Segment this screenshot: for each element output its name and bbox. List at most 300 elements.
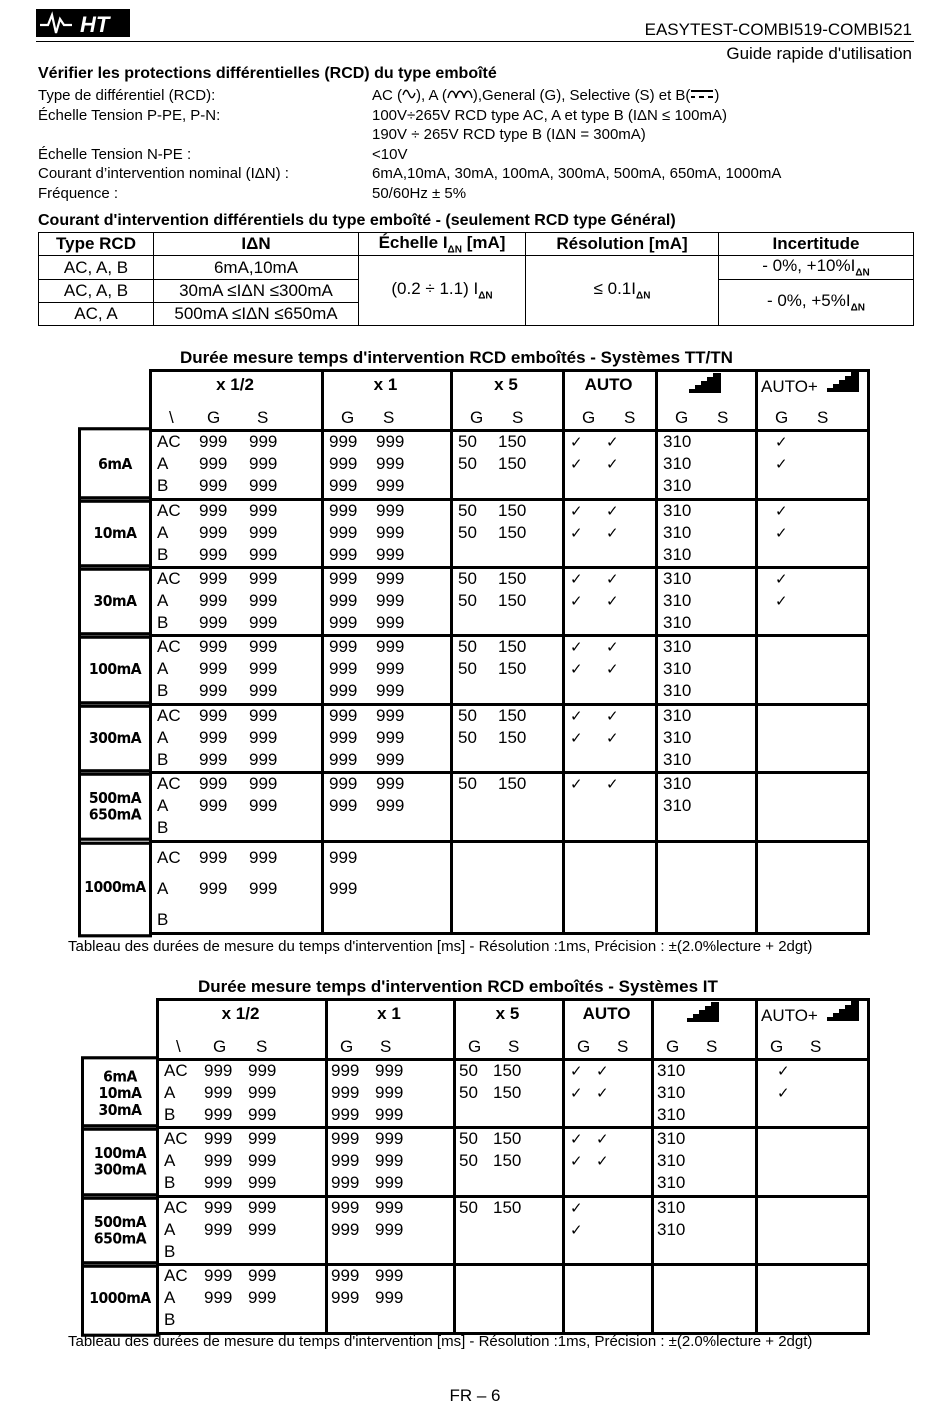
rcd-type: AC (157, 569, 181, 588)
value-x5-s: 150 (498, 432, 527, 451)
current-label (78, 496, 152, 571)
subheader-g: G (675, 408, 689, 427)
check-icon: ✓ (606, 524, 619, 542)
ramp-test-icon (685, 1001, 721, 1027)
spec-value: 50/60Hz ± 5% (372, 184, 467, 202)
value-half-g: 999 (204, 1173, 233, 1192)
value-half-s: 999 (248, 1220, 277, 1239)
ac-wave-icon (402, 86, 416, 106)
value-half-g: 999 (204, 1151, 233, 1170)
dc-symbol-icon (690, 86, 714, 106)
value-half-g: 999 (204, 1083, 233, 1102)
value-half-s: 999 (249, 454, 278, 473)
check-icon: ✓ (775, 502, 788, 520)
value-x1-s: 999 (376, 545, 405, 564)
spec-row (38, 106, 918, 126)
spec-row (38, 125, 918, 145)
spec-value-part: ),General (G), Selective (S) et B( (472, 87, 691, 104)
spec-value: 6mA,10mA, 30mA, 100mA, 300mA, 500mA, 650mA, 1000mA (372, 165, 782, 183)
table-cell: ≤ $0.1I_{\Delta N}$ (526, 256, 719, 325)
value-half-g: 999 (199, 523, 228, 542)
spec-value (372, 86, 918, 106)
header-rule (36, 41, 914, 42)
rcd-type: B (164, 1173, 176, 1192)
value-x1-g: 999 (331, 1083, 360, 1102)
value-ramp: 310 (663, 545, 692, 564)
data-cell (755, 1126, 870, 1198)
value-x1-g: 999 (329, 523, 358, 542)
check-icon: ✓ (606, 455, 619, 473)
value-ramp: 310 (663, 796, 692, 815)
data-cell (755, 1058, 870, 1129)
current-label-text: 650mA (88, 807, 142, 824)
check-icon: ✓ (570, 455, 583, 473)
value-half-g: 999 (204, 1288, 233, 1307)
value-x5-g: 50 (458, 774, 477, 793)
subscript-delta-n: ΔN (636, 290, 651, 302)
spec-row (38, 184, 918, 204)
value-half-g: 999 (199, 706, 228, 725)
data-cell (450, 840, 565, 935)
spec-label: Fréquence : (38, 184, 119, 202)
value-x1-g: 999 (329, 545, 358, 564)
spec-value: 100V÷265V RCD type AC, A et type B (IΔN ≤ 100mA) (372, 106, 727, 124)
subheader-g: G (775, 408, 789, 427)
check-icon: ✓ (606, 660, 619, 678)
value-x5-s: 150 (498, 659, 527, 678)
table-cell: (0.2 ÷ 1.1) $I_{\Delta N}$ (359, 256, 526, 325)
value-half-s: 999 (249, 545, 278, 564)
check-icon: ✓ (570, 502, 583, 520)
value-x1-g: 999 (329, 659, 358, 678)
subheader-s: S (380, 1037, 392, 1056)
subheader-g: G (770, 1037, 784, 1056)
value-x5-g: 50 (458, 432, 477, 451)
value-half-s: 999 (249, 523, 278, 542)
data-cell (453, 1263, 565, 1335)
value-half-s: 999 (248, 1198, 277, 1217)
value-half-g: 999 (199, 501, 228, 520)
spec-list (38, 86, 918, 204)
value-ramp: 310 (663, 523, 692, 542)
value-x1-s: 999 (376, 501, 405, 520)
check-icon: ✓ (606, 638, 619, 656)
value-ramp: 310 (663, 591, 692, 610)
table-cell: 6mA,10mA (154, 256, 359, 279)
data-cell (755, 1195, 870, 1266)
value-half-g: 999 (199, 879, 228, 898)
value-ramp: 310 (657, 1220, 686, 1239)
current-label-text: 500mA (93, 1213, 147, 1231)
check-icon: ✓ (570, 707, 583, 725)
auto-plus-ramp-icon (825, 1000, 861, 1026)
value-x5-s: 150 (498, 523, 527, 542)
subheader-s: S (817, 408, 829, 427)
subheader-s: S (810, 1037, 822, 1056)
value-x1-g: 999 (331, 1220, 360, 1239)
rcd-type: AC (157, 706, 181, 725)
value-ramp: 310 (663, 750, 692, 769)
value-x1-g: 999 (331, 1198, 360, 1217)
spec-value-part: AC ( (372, 87, 402, 104)
check-icon: ✓ (570, 524, 583, 542)
section-title-trip-current: Courant d'intervention différentiels du type emboîté - (seulement RCD type Général) (38, 212, 676, 229)
current-label (78, 769, 152, 845)
value-x1-g: 999 (331, 1105, 360, 1124)
value-ramp: 310 (657, 1173, 686, 1192)
value-x1-s: 999 (376, 750, 405, 769)
table-cell: AC, A, B (39, 256, 154, 279)
rcd-type: A (164, 1151, 176, 1170)
check-icon: ✓ (570, 660, 583, 678)
value-x1-g: 999 (329, 476, 358, 495)
check-icon: ✓ (775, 524, 788, 542)
current-label-text: 1000mA (89, 1290, 151, 1308)
check-icon: ✓ (596, 1130, 609, 1148)
rcd-type: B (157, 476, 169, 495)
value-half-g: 999 (199, 432, 228, 451)
value-ramp: 310 (663, 728, 692, 747)
spec-label: Échelle Tension P-PE, P-N: (38, 106, 221, 124)
rcd-type: B (164, 1242, 176, 1261)
table-row (39, 256, 914, 279)
current-label-text: 10mA (93, 525, 137, 542)
value-x1-g: 999 (329, 848, 358, 867)
value-x5-g: 50 (458, 659, 477, 678)
check-icon: ✓ (777, 1062, 790, 1080)
value-half-s: 999 (248, 1151, 277, 1170)
check-icon: ✓ (596, 1062, 609, 1080)
value-ramp: 310 (663, 706, 692, 725)
spec-row (38, 145, 918, 165)
value-x1-g: 999 (329, 569, 358, 588)
rcd-type: A (157, 454, 169, 473)
value-x1-g: 999 (329, 454, 358, 473)
spec-value-part: ), A ( (416, 87, 447, 104)
check-icon: ✓ (596, 1084, 609, 1102)
rcd-type: AC (164, 1198, 188, 1217)
rcd-type: B (157, 681, 169, 700)
spec-label (38, 125, 372, 145)
ramp-test-icon (687, 372, 723, 398)
value-half-s: 999 (249, 476, 278, 495)
check-icon: ✓ (606, 592, 619, 610)
check-icon: ✓ (570, 1221, 583, 1239)
value-ramp: 310 (663, 476, 692, 495)
value-x5-s: 150 (498, 774, 527, 793)
check-icon: ✓ (570, 638, 583, 656)
value-x1-g: 999 (329, 796, 358, 815)
value-x1-g: 999 (331, 1173, 360, 1192)
value-x1-g: 999 (329, 501, 358, 520)
value-x1-s: 999 (375, 1220, 404, 1239)
value-half-s: 999 (249, 637, 278, 656)
it-footnote: Tableau des durées de mesure du temps d'intervention [ms] - Résolution :1ms, Précision : ±(2.0%lecture + 2dgt) (68, 1333, 813, 1350)
table-cell: - 0%, $+5\%I_{\Delta N}$ (719, 279, 914, 325)
subheader-backslash: \ (169, 408, 174, 427)
value-x5-g: 50 (458, 569, 477, 588)
trip-current-table (38, 232, 914, 326)
rcd-type: A (164, 1288, 176, 1307)
rcd-type: B (164, 1105, 176, 1124)
value-x5-g: 50 (458, 728, 477, 747)
subheader-s: S (717, 408, 729, 427)
subheader-g: G (577, 1037, 591, 1056)
value-half-s: 999 (248, 1173, 277, 1192)
value-x5-g: 50 (459, 1129, 478, 1148)
value-x5-g: 50 (459, 1061, 478, 1080)
value-x5-g: 50 (458, 706, 477, 725)
spec-value: <10V (372, 145, 408, 163)
value-x1-g: 999 (331, 1288, 360, 1307)
value-x5-g: 50 (458, 501, 477, 520)
subheader-g: G (340, 1037, 354, 1056)
value-ramp: 310 (663, 432, 692, 451)
check-icon: ✓ (570, 1084, 583, 1102)
value-x1-s: 999 (376, 523, 405, 542)
value-ramp: 310 (663, 501, 692, 520)
subheader-s: S (256, 1037, 268, 1056)
value-x1-s: 999 (376, 476, 405, 495)
value-x1-s: 999 (376, 454, 405, 473)
subheader-backslash: \ (176, 1037, 181, 1056)
subheader-g: G (341, 408, 355, 427)
column-header: AUTO+ (761, 1006, 818, 1025)
value-ramp: 310 (663, 681, 692, 700)
data-cell (562, 1263, 654, 1335)
value-x1-s: 999 (376, 432, 405, 451)
rcd-type: A (164, 1220, 176, 1239)
value-x5-s: 150 (493, 1061, 522, 1080)
value-half-s: 999 (248, 1288, 277, 1307)
column-header: Échelle $I_{\Delta N}$ [mA] (359, 233, 526, 256)
current-label (78, 838, 152, 938)
value-x1-s: 999 (376, 613, 405, 632)
value-x5-g: 50 (459, 1198, 478, 1217)
rcd-type: AC (164, 1266, 188, 1285)
value-x1-g: 999 (331, 1129, 360, 1148)
rcd-type: B (164, 1310, 176, 1329)
data-cell (755, 634, 870, 706)
value-x1-g: 999 (329, 591, 358, 610)
rcd-type: A (164, 1083, 176, 1102)
data-cell (755, 498, 870, 569)
value-half-g: 999 (199, 569, 228, 588)
column-header: IΔN (154, 233, 359, 256)
pulsating-wave-icon (447, 86, 473, 106)
value-x1-s: 999 (376, 706, 405, 725)
value-x1-g: 999 (331, 1061, 360, 1080)
check-icon: ✓ (775, 570, 788, 588)
value-half-s: 999 (249, 501, 278, 520)
value-x1-g: 999 (329, 637, 358, 656)
value-half-g: 999 (199, 848, 228, 867)
data-cell (755, 566, 870, 637)
spec-label: Type de différentiel (RCD): (38, 87, 216, 104)
column-header: Incertitude (719, 233, 914, 256)
value-half-s: 999 (249, 681, 278, 700)
value-x1-g: 999 (329, 728, 358, 747)
current-label-text: 10mA (98, 1085, 142, 1102)
current-label (78, 701, 152, 776)
rcd-type: AC (164, 1061, 188, 1080)
check-icon: ✓ (570, 570, 583, 588)
check-icon: ✓ (570, 433, 583, 451)
value-x1-s: 999 (375, 1061, 404, 1080)
value-half-s: 999 (249, 879, 278, 898)
subheader-s: S (512, 408, 524, 427)
value-half-g: 999 (204, 1220, 233, 1239)
value-x5-s: 150 (493, 1151, 522, 1170)
value-x1-s: 999 (376, 659, 405, 678)
value-x1-s: 999 (375, 1173, 404, 1192)
current-label (81, 1261, 159, 1337)
rcd-type: B (157, 545, 169, 564)
current-label-text: 300mA (93, 1162, 147, 1179)
value-half-s: 999 (249, 569, 278, 588)
value-x5-g: 50 (458, 591, 477, 610)
value-x1-s: 999 (376, 796, 405, 815)
subheader-s: S (508, 1037, 520, 1056)
check-icon: ✓ (570, 1130, 583, 1148)
table-cell: - 0%, $+10\%I_{\Delta N}$ (719, 256, 914, 279)
current-label-text: 100mA (88, 661, 142, 679)
current-label-text: 6mA (103, 1068, 137, 1086)
value-half-g: 999 (199, 750, 228, 769)
value-x1-g: 999 (329, 879, 358, 898)
rcd-type: A (157, 523, 169, 542)
column-header: x 1/2 (221, 1004, 260, 1023)
tt-footnote: Tableau des durées de mesure du temps d'intervention [ms] - Résolution :1ms, Précision : ±(2.0%lecture + 2dgt) (68, 938, 813, 955)
value-half-s: 999 (249, 659, 278, 678)
value-x5-g: 50 (458, 454, 477, 473)
value-half-s: 999 (248, 1105, 277, 1124)
value-half-s: 999 (248, 1061, 277, 1080)
subheader-s: S (617, 1037, 629, 1056)
data-cell (655, 840, 758, 935)
value-ramp: 310 (663, 613, 692, 632)
current-label (81, 1124, 159, 1200)
value-half-g: 999 (204, 1266, 233, 1285)
check-icon: ✓ (570, 1152, 583, 1170)
current-label-text: 30mA (93, 593, 137, 610)
value-x5-s: 150 (493, 1083, 522, 1102)
value-ramp: 310 (663, 774, 692, 793)
value-half-s: 999 (248, 1129, 277, 1148)
table-cell: 30mA ≤IΔN ≤300mA (154, 279, 359, 302)
value-x5-g: 50 (459, 1083, 478, 1102)
current-label-text: 300mA (88, 730, 142, 747)
value-half-g: 999 (199, 659, 228, 678)
value-x1-g: 999 (329, 432, 358, 451)
value-x5-s: 150 (498, 637, 527, 656)
subscript-delta-n: ΔN (850, 302, 866, 314)
value-x1-s: 999 (376, 728, 405, 747)
rcd-type: A (157, 796, 169, 815)
value-x1-s: 999 (375, 1198, 404, 1217)
value-x5-s: 150 (498, 706, 527, 725)
spec-label: Échelle Tension N-PE : (38, 145, 192, 163)
spec-label: Courant d’intervention nominal (IΔN) : (38, 165, 289, 183)
data-cell (755, 429, 870, 501)
column-header: Type RCD (39, 233, 154, 256)
value-x5-s: 150 (493, 1129, 522, 1148)
value-x1-s: 999 (375, 1288, 404, 1307)
data-cell (755, 703, 870, 774)
value-x1-s: 999 (376, 774, 405, 793)
value-ramp: 310 (657, 1129, 686, 1148)
subheader-s: S (706, 1037, 718, 1056)
value-x5-s: 150 (498, 454, 527, 473)
value-x1-s: 999 (375, 1105, 404, 1124)
subheader-s: S (624, 408, 636, 427)
column-header: Résolution [mA] (526, 233, 719, 256)
rcd-type: B (157, 910, 169, 929)
value-half-g: 999 (204, 1105, 233, 1124)
column-header: x 1/2 (216, 375, 254, 394)
value-half-s: 999 (249, 750, 278, 769)
check-icon: ✓ (570, 1199, 583, 1217)
check-icon: ✓ (775, 592, 788, 610)
value-half-g: 999 (199, 476, 228, 495)
current-label (78, 564, 152, 639)
rcd-type: B (157, 818, 169, 837)
table-header-row (39, 233, 914, 256)
value-ramp: 310 (663, 659, 692, 678)
value-half-g: 999 (199, 613, 228, 632)
current-label-text: 650mA (93, 1230, 147, 1248)
check-icon: ✓ (570, 729, 583, 747)
document-subtitle: Guide rapide d'utilisation (726, 44, 912, 63)
value-half-s: 999 (249, 706, 278, 725)
value-x1-s: 999 (375, 1151, 404, 1170)
spec-row (38, 164, 918, 184)
data-cell (755, 1263, 870, 1335)
column-header: x 1 (377, 1004, 401, 1023)
value-ramp: 310 (657, 1061, 686, 1080)
check-icon: ✓ (570, 775, 583, 793)
value-x1-g: 999 (329, 750, 358, 769)
column-header: AUTO (582, 1004, 631, 1023)
current-label (81, 1193, 159, 1268)
value-half-s: 999 (248, 1266, 277, 1285)
value-half-g: 999 (199, 637, 228, 656)
check-icon: ✓ (596, 1152, 609, 1170)
subscript-delta-n: ΔN (447, 244, 462, 256)
svg-text:HT: HT (80, 12, 110, 37)
rcd-type: A (157, 728, 169, 747)
document-model: EASYTEST-COMBI519-COMBI521 (644, 20, 912, 39)
value-x1-s: 999 (376, 637, 405, 656)
check-icon: ✓ (606, 570, 619, 588)
value-half-s: 999 (249, 796, 278, 815)
section-title-rcd: Vérifier les protections différentielles (RCD) du type emboîté (38, 65, 497, 82)
subheader-g: G (582, 408, 596, 427)
value-half-g: 999 (199, 796, 228, 815)
column-header: x 1 (373, 375, 398, 394)
value-x1-g: 999 (329, 706, 358, 725)
value-x5-s: 150 (498, 728, 527, 747)
value-x1-g: 999 (331, 1151, 360, 1170)
table-cell: AC, A, B (39, 279, 154, 302)
current-label-text: 6mA (98, 456, 132, 474)
rcd-type: B (157, 613, 169, 632)
rcd-type: AC (164, 1129, 188, 1148)
value-half-g: 999 (204, 1061, 233, 1080)
rcd-type: A (157, 591, 169, 610)
current-label-text: 1000mA (84, 879, 146, 896)
value-x1-s: 999 (376, 591, 405, 610)
